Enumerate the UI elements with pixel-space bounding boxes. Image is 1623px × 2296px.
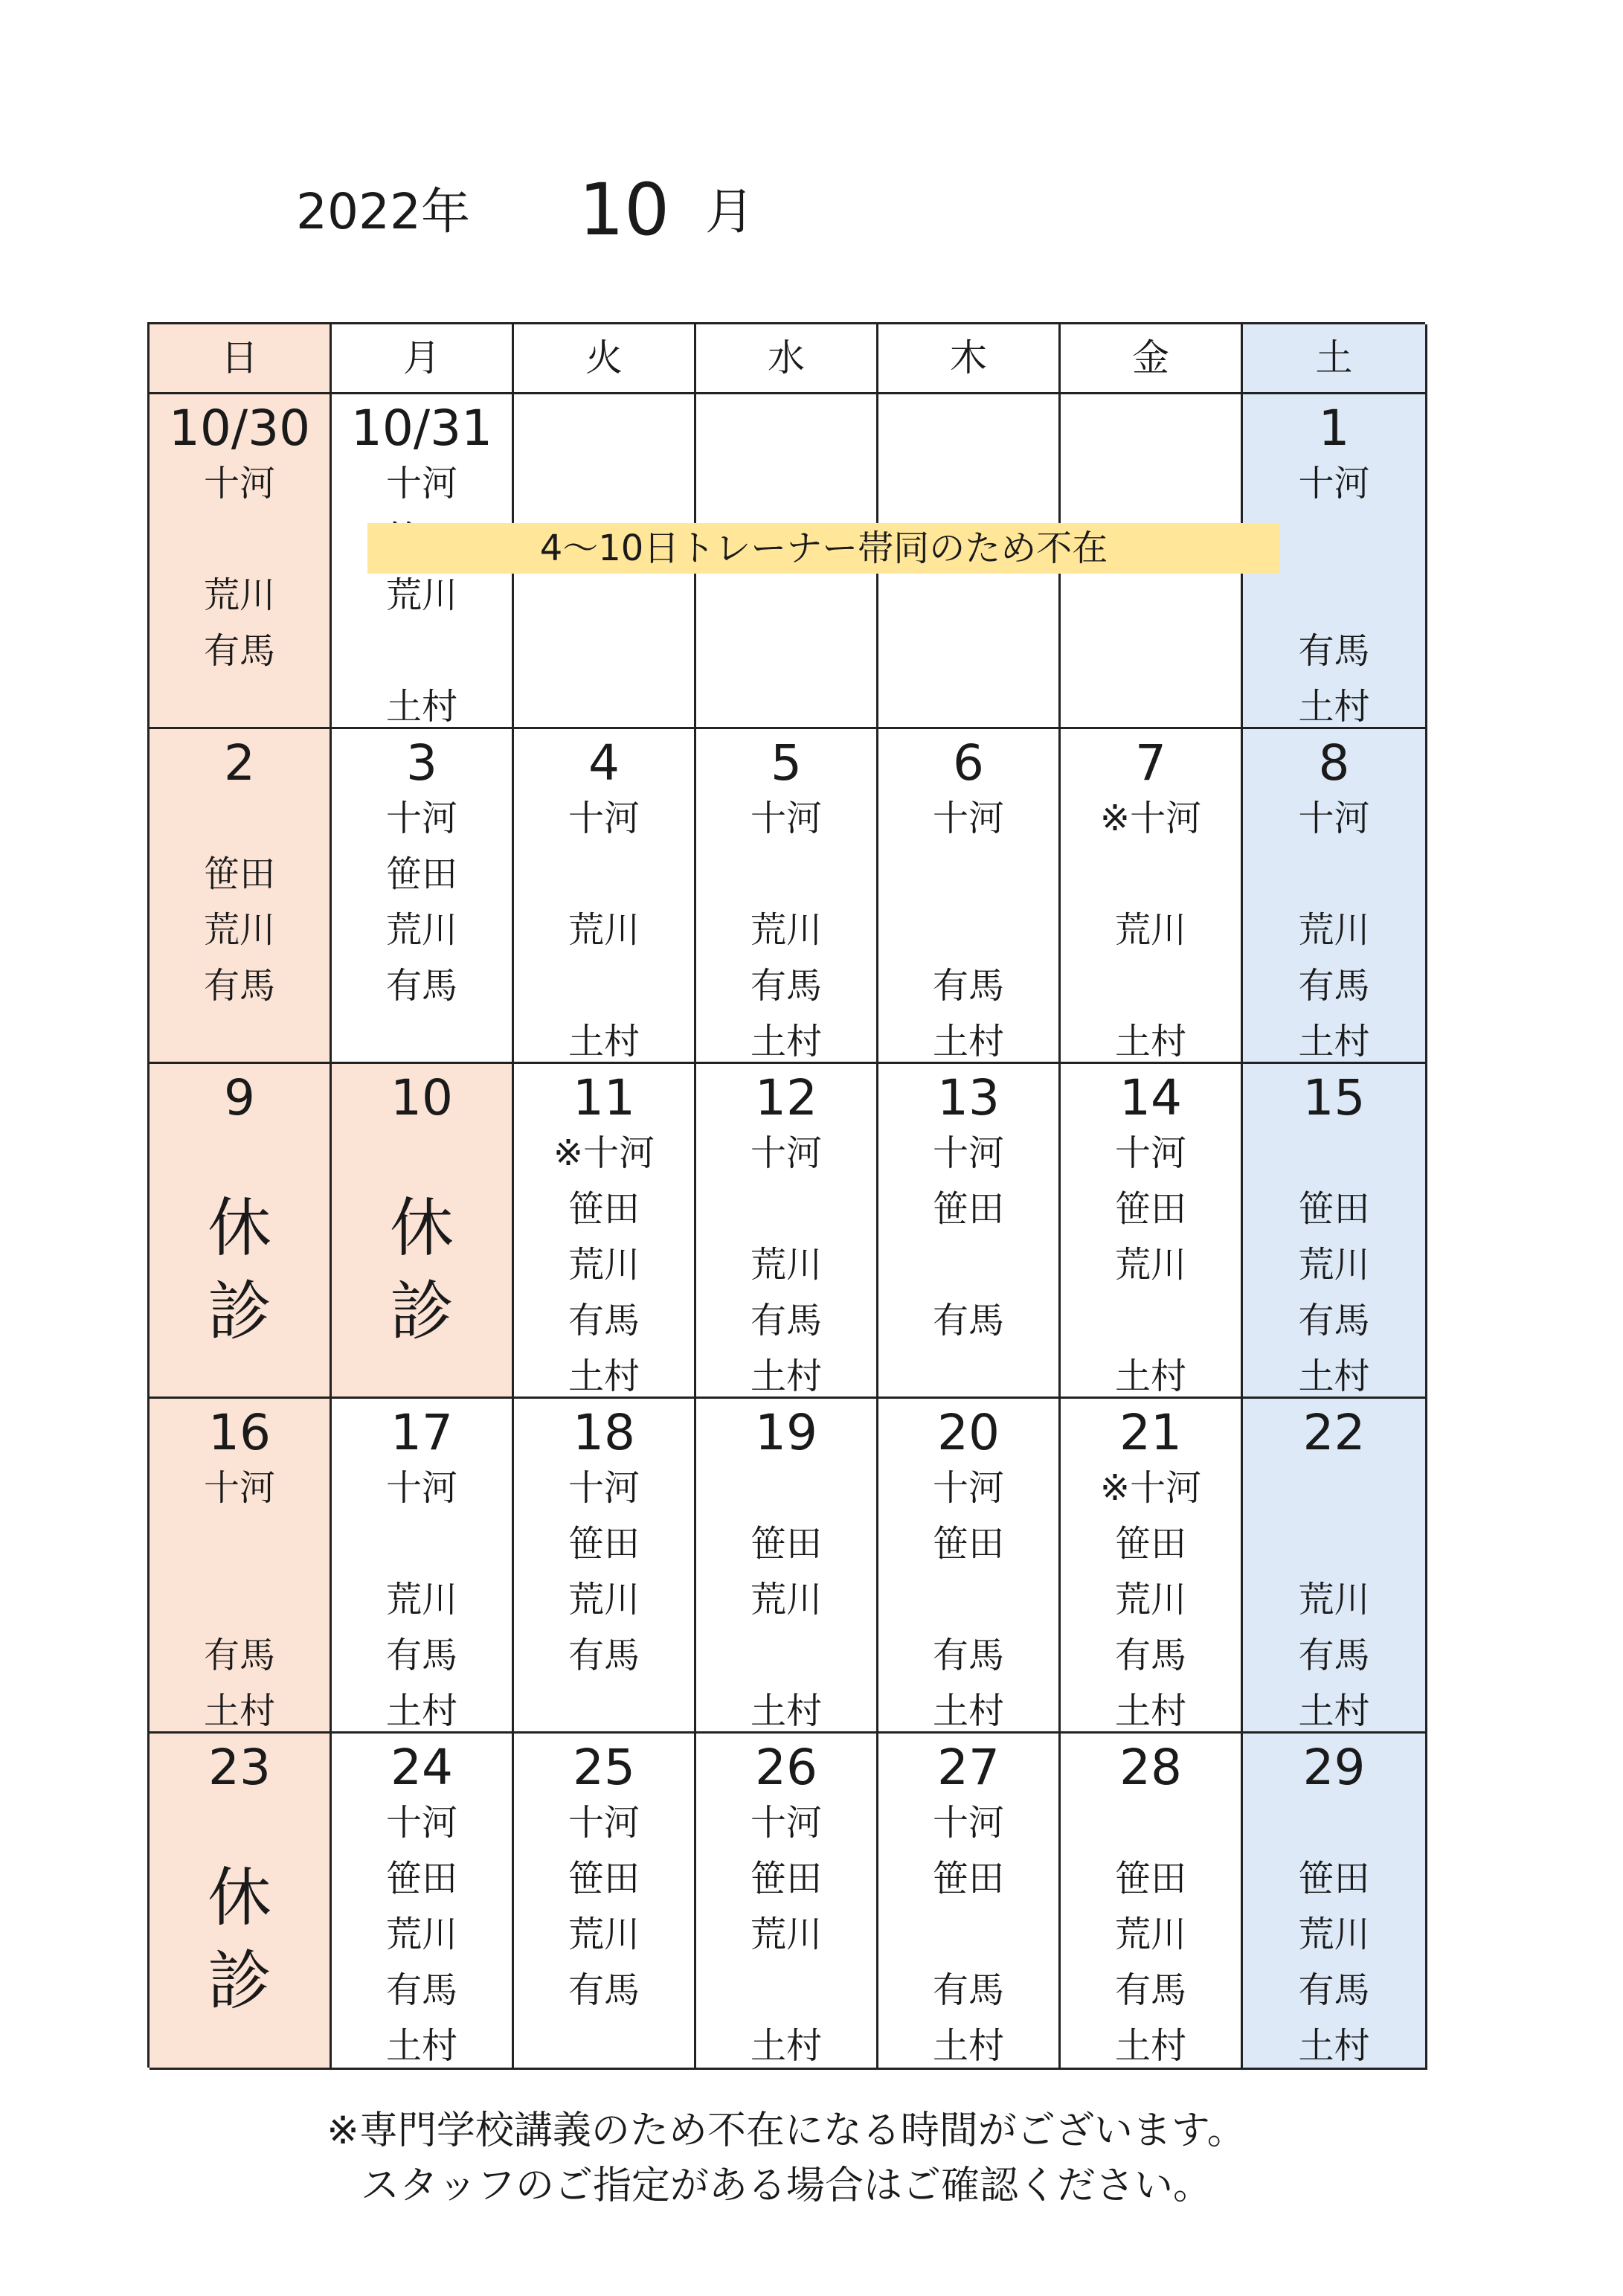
staff-name: 土村 [1298, 2025, 1370, 2067]
staff-name: 笹田 [750, 1858, 822, 1899]
staff-name: 笹田 [385, 1858, 457, 1899]
day-cell [332, 1064, 514, 1399]
staff-name: 十河 [750, 798, 822, 839]
staff-name [514, 679, 694, 735]
day-number: 8 [1318, 734, 1350, 792]
closed-day-label [332, 1187, 512, 1353]
staff-name [878, 902, 1058, 958]
day-cell [878, 1734, 1061, 2070]
staff-name [696, 679, 876, 735]
day-cell [150, 1399, 332, 1734]
staff-name: 荒川 [1298, 1244, 1370, 1286]
day-cell [878, 729, 1061, 1064]
closed-day-char: 診 [390, 1274, 454, 1349]
staff-name [150, 1572, 330, 1628]
staff-name [1243, 1460, 1425, 1516]
day-number: 5 [771, 734, 802, 792]
day-number [696, 400, 876, 456]
staff-name: 有馬 [568, 1969, 640, 2011]
staff-name: 土村 [750, 1690, 822, 1732]
weekday-header: 日 [150, 324, 332, 394]
staff-name [1061, 1293, 1241, 1349]
staff-name [150, 1014, 330, 1070]
day-cell [878, 1399, 1061, 1734]
staff-name: 有馬 [932, 1300, 1004, 1341]
staff-name: 有馬 [1298, 630, 1370, 672]
staff-name: 有馬 [568, 1635, 640, 1676]
staff-name: 有馬 [203, 965, 275, 1007]
staff-name: 有馬 [1114, 1969, 1186, 2011]
day-number [1061, 400, 1241, 456]
weekday-header: 月 [332, 324, 514, 394]
staff-name [1061, 847, 1241, 902]
day-cell [332, 1734, 514, 2070]
staff-name [696, 1181, 876, 1237]
day-number: 19 [755, 1404, 817, 1461]
staff-name: 笹田 [568, 1188, 640, 1230]
day-cell [1243, 1399, 1427, 1734]
day-number: 16 [208, 1404, 271, 1461]
staff-name [878, 456, 1058, 512]
staff-name: 笹田 [1298, 1188, 1370, 1230]
day-number: 13 [937, 1069, 1000, 1126]
title-month: 10 [579, 168, 670, 251]
staff-name [696, 456, 876, 512]
staff-name: 有馬 [385, 1969, 457, 2011]
closed-day-char: 診 [208, 1274, 271, 1349]
day-cell [1061, 1064, 1243, 1399]
staff-name [514, 2018, 694, 2074]
title-year: 2022年 [296, 183, 470, 240]
staff-name [332, 1014, 512, 1070]
staff-name [878, 1572, 1058, 1628]
staff-name [696, 1628, 876, 1684]
staff-name [1243, 847, 1425, 902]
staff-name: 有馬 [385, 1635, 457, 1676]
staff-name: 十河 [1114, 1132, 1186, 1174]
staff-name: 笹田 [568, 1858, 640, 1899]
staff-name: 有馬 [1298, 1300, 1370, 1341]
staff-name: 荒川 [568, 1914, 640, 1955]
staff-name: 笹田 [1114, 1858, 1186, 1899]
staff-name: 十河 [932, 1802, 1004, 1844]
staff-name: 荒川 [385, 1579, 457, 1620]
staff-name: 有馬 [932, 1635, 1004, 1676]
staff-name: 十河 [568, 798, 640, 839]
day-cell [878, 1064, 1061, 1399]
title-month-unit: 月 [705, 183, 754, 240]
staff-name [1061, 456, 1241, 512]
day-number: 23 [208, 1739, 271, 1796]
staff-name [1061, 623, 1241, 679]
day-number: 3 [406, 734, 437, 792]
staff-name [696, 1460, 876, 1516]
staff-name: 有馬 [750, 965, 822, 1007]
calendar-table [147, 322, 1425, 2068]
day-number: 9 [224, 1069, 255, 1126]
day-cell [696, 1399, 878, 1734]
staff-name: 荒川 [385, 909, 457, 951]
staff-name: 土村 [1114, 1356, 1186, 1397]
staff-name: 荒川 [750, 1579, 822, 1620]
closed-day-char: 休 [208, 1861, 271, 1935]
day-cell [514, 1399, 696, 1734]
staff-name: 土村 [750, 1021, 822, 1062]
staff-name: 十河 [1298, 463, 1370, 504]
staff-name: 荒川 [1114, 1579, 1186, 1620]
day-number: 10/31 [350, 400, 493, 457]
staff-name: 有馬 [1114, 1635, 1186, 1676]
staff-name [1243, 568, 1425, 623]
staff-name: 笹田 [1298, 1858, 1370, 1899]
staff-name: 笹田 [568, 1523, 640, 1565]
staff-name: 荒川 [1298, 909, 1370, 951]
day-number: 10 [391, 1069, 453, 1126]
day-number: 6 [953, 734, 984, 792]
staff-name: 荒川 [568, 1244, 640, 1286]
day-number: 14 [1119, 1069, 1182, 1126]
closed-day-char: 休 [208, 1191, 271, 1266]
staff-name: 十河 [932, 1467, 1004, 1509]
day-cell [1061, 1734, 1243, 2070]
staff-name: 荒川 [1298, 1579, 1370, 1620]
staff-name: 荒川 [750, 1244, 822, 1286]
day-number: 15 [1302, 1069, 1366, 1126]
staff-name: 土村 [203, 1690, 275, 1732]
staff-name: 十河 [385, 798, 457, 839]
day-number: 18 [573, 1404, 635, 1461]
day-number: 12 [755, 1069, 817, 1126]
weekday-header: 金 [1061, 324, 1243, 394]
day-number: 22 [1302, 1404, 1366, 1461]
staff-name: 有馬 [568, 1300, 640, 1341]
staff-name [696, 847, 876, 902]
staff-name: 十河 [1298, 798, 1370, 839]
staff-name [514, 456, 694, 512]
staff-name: 有馬 [932, 965, 1004, 1007]
staff-name [878, 623, 1058, 679]
day-number [514, 400, 694, 456]
staff-name [1243, 1516, 1425, 1572]
staff-name: 土村 [750, 1356, 822, 1397]
staff-name: 笹田 [932, 1858, 1004, 1899]
staff-name: 笹田 [750, 1523, 822, 1565]
staff-name [878, 1349, 1058, 1405]
staff-name: 土村 [1298, 686, 1370, 728]
staff-name [1243, 1126, 1425, 1181]
staff-name: 笹田 [203, 853, 275, 895]
day-number [878, 400, 1058, 456]
staff-name [696, 623, 876, 679]
staff-name: 荒川 [750, 1914, 822, 1955]
day-cell [696, 1734, 878, 2070]
staff-name: 笹田 [385, 853, 457, 895]
staff-name: 荒川 [1298, 1914, 1370, 1955]
staff-name: 十河 [750, 1802, 822, 1844]
staff-name: 土村 [385, 2025, 457, 2067]
closed-day-char: 休 [390, 1191, 454, 1266]
staff-name [878, 1237, 1058, 1293]
staff-name: 土村 [385, 1690, 457, 1732]
staff-name: 荒川 [750, 909, 822, 951]
day-cell [514, 1734, 696, 2070]
day-cell [696, 729, 878, 1064]
day-number: 24 [391, 1739, 453, 1796]
staff-name: 荒川 [1114, 909, 1186, 951]
staff-name: 十河 [568, 1467, 640, 1509]
staff-name: 土村 [1298, 1021, 1370, 1062]
staff-name: 有馬 [1298, 1635, 1370, 1676]
staff-name: 土村 [1114, 2025, 1186, 2067]
staff-name: 土村 [1298, 1690, 1370, 1732]
staff-name: 十河 [385, 1802, 457, 1844]
staff-name: 有馬 [750, 1300, 822, 1341]
staff-name: 土村 [1114, 1690, 1186, 1732]
staff-name: 荒川 [568, 1579, 640, 1620]
staff-name: 荒川 [203, 909, 275, 951]
staff-name: 土村 [568, 1021, 640, 1062]
staff-name: 有馬 [932, 1969, 1004, 2011]
day-cell [332, 729, 514, 1064]
weekday-header: 土 [1243, 324, 1427, 394]
staff-name [514, 1684, 694, 1739]
staff-name [332, 1516, 512, 1572]
staff-name [878, 847, 1058, 902]
staff-name [878, 568, 1058, 623]
staff-name [514, 568, 694, 623]
day-cell [150, 394, 332, 729]
footnote-line-1: ※専門学校講義のため不在になる時間がございます。 [327, 2109, 1246, 2153]
staff-name: 有馬 [203, 630, 275, 672]
staff-name: ※十河 [553, 1132, 655, 1174]
staff-name: 笹田 [1114, 1188, 1186, 1230]
staff-name [150, 512, 330, 568]
staff-name: 笹田 [1114, 1523, 1186, 1565]
staff-name: 土村 [750, 2025, 822, 2067]
staff-name: 土村 [568, 1356, 640, 1397]
day-number: 28 [1119, 1739, 1182, 1796]
staff-name: 笹田 [932, 1188, 1004, 1230]
day-cell [696, 1064, 878, 1399]
staff-name: 荒川 [385, 574, 457, 616]
staff-name: 有馬 [1298, 1969, 1370, 2011]
day-number: 26 [755, 1739, 817, 1796]
staff-name [1243, 1795, 1425, 1851]
staff-name [696, 1963, 876, 2018]
staff-name [878, 679, 1058, 735]
staff-name [332, 623, 512, 679]
day-cell [1061, 729, 1243, 1064]
weekday-header: 火 [514, 324, 696, 394]
day-number: 2 [224, 734, 255, 792]
staff-name: 十河 [750, 1132, 822, 1174]
staff-name: 土村 [1298, 1356, 1370, 1397]
staff-name [1061, 1795, 1241, 1851]
day-cell [150, 729, 332, 1064]
day-number: 25 [573, 1739, 635, 1796]
staff-name [1061, 679, 1241, 735]
staff-name: 有馬 [1298, 965, 1370, 1007]
closed-day-char: 診 [208, 1944, 271, 2018]
staff-name: 荒川 [1114, 1914, 1186, 1955]
staff-name [150, 791, 330, 847]
day-cell [1243, 1064, 1427, 1399]
day-cell [1243, 729, 1427, 1064]
staff-name [514, 623, 694, 679]
staff-name: 十河 [203, 463, 275, 504]
closed-day-label [150, 1187, 330, 1353]
staff-name: 十河 [932, 798, 1004, 839]
staff-name [150, 1516, 330, 1572]
staff-name: 笹田 [932, 1523, 1004, 1565]
staff-name [696, 568, 876, 623]
staff-name: ※十河 [1099, 798, 1202, 839]
staff-name: 荒川 [385, 1914, 457, 1955]
day-cell [514, 729, 696, 1064]
staff-name: 土村 [932, 1021, 1004, 1062]
staff-name: 有馬 [385, 965, 457, 1007]
day-number: 11 [573, 1069, 635, 1126]
closed-day-label [150, 1856, 330, 2023]
footnote-line-2: スタッフのご指定がある場合はご確認ください。 [360, 2164, 1212, 2208]
day-number: 17 [391, 1404, 453, 1461]
day-number: 21 [1119, 1404, 1182, 1461]
weekday-header: 木 [878, 324, 1061, 394]
day-number: 27 [937, 1739, 1000, 1796]
staff-name [150, 679, 330, 735]
day-number: 20 [937, 1404, 1000, 1461]
staff-name: 土村 [385, 686, 457, 728]
staff-name: 十河 [568, 1802, 640, 1844]
day-cell [1061, 1399, 1243, 1734]
day-number: 1 [1318, 400, 1350, 457]
day-cell [1243, 1734, 1427, 2070]
staff-name [1061, 958, 1241, 1014]
staff-name: 荒川 [203, 574, 275, 616]
staff-name: 土村 [1114, 1021, 1186, 1062]
staff-name: 荒川 [1114, 1244, 1186, 1286]
staff-name: 荒川 [568, 909, 640, 951]
staff-name [514, 847, 694, 902]
day-number: 29 [1302, 1739, 1366, 1796]
day-cell [332, 1399, 514, 1734]
staff-name [514, 958, 694, 1014]
staff-name [878, 1907, 1058, 1963]
weekday-header: 水 [696, 324, 878, 394]
staff-name: 十河 [385, 463, 457, 504]
staff-name: 有馬 [203, 1635, 275, 1676]
day-cell [150, 1734, 332, 2070]
day-number: 7 [1135, 734, 1166, 792]
staff-name: 土村 [932, 2025, 1004, 2067]
day-number: 4 [588, 734, 620, 792]
day-number: 10/30 [168, 400, 311, 457]
trainer-absence-banner: 4～10日トレーナー帯同のため不在 [367, 523, 1280, 574]
staff-name: 十河 [385, 1467, 457, 1509]
staff-name: 十河 [203, 1467, 275, 1509]
day-cell [150, 1064, 332, 1399]
staff-name: 十河 [932, 1132, 1004, 1174]
day-cell [514, 1064, 696, 1399]
staff-name: ※十河 [1099, 1467, 1202, 1509]
staff-name [1061, 568, 1241, 623]
staff-name: 土村 [932, 1690, 1004, 1732]
